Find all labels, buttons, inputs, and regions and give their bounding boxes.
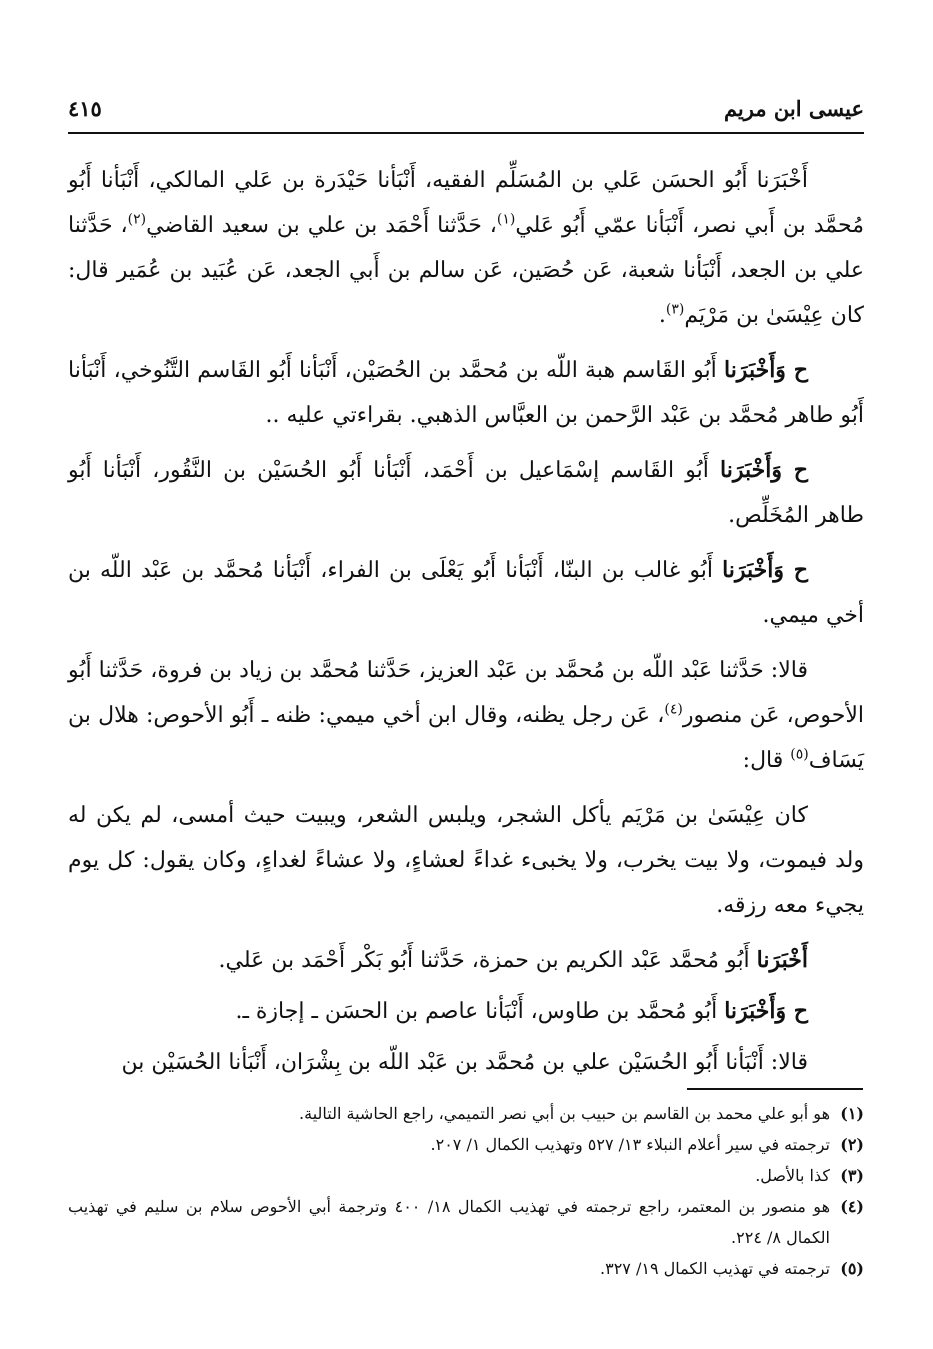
paragraph-6 xyxy=(68,793,864,928)
paragraph-4 xyxy=(68,548,864,638)
footnote-text: ترجمته في سير أعلام النبلاء ١٣/ ٥٢٧ وتهذيب الكمال ١/ ٢٠٧. xyxy=(430,1135,830,1154)
footnote-text: ترجمته في تهذيب الكمال ١٩/ ٣٢٧. xyxy=(600,1259,830,1278)
paragraph-text: ، حَدَّثنا علي بن الجعد، أَنْبَأنا شعبة، عَن حُصَين، عَن سالم بن أَبي الجعد، عَن عُبَيد بن عُمَير قال: كان عِيْسَىٰ بن مَرْيَم xyxy=(68,213,864,328)
footnote-number: (١) xyxy=(840,1104,864,1123)
running-title: عيسى ابن مريم xyxy=(723,96,864,121)
footnote-text: هو أبو علي محمد بن القاسم بن حبيب بن أبي نصر التميمي، راجع الحاشية التالية. xyxy=(299,1104,830,1123)
paragraph-text: أَبُو القَاسم هبة اللّه بن مُحمَّد بن الحُصَيْن، أَنْبَأنا أَبُو القَاسم التَّنُوخي، أَنْبَأنا أَبُو طاهر مُحمَّد بن عَبْد الرَّحمن بن العبَّاس الذهبي. بقراءتي عليه .. xyxy=(68,358,864,428)
isnad-lead: ح وَأَخْبَرَنا xyxy=(724,998,808,1024)
paragraph-text: أَخْبَرَنا أَبُو الحسَن عَلي بن المُسَلِّم الفقيه، أَنْبَأنا حَيْدَرة بن عَلي المالكي، أَنْبَأنا أَبُو مُحمَّد بن أَبي نصر، أَنْبَأنا عمّي أَبُو عَلي xyxy=(68,168,864,238)
footnote-item xyxy=(68,1129,864,1160)
paragraph-text: كان عِيْسَىٰ بن مَرْيَم يأكل الشجر، ويلبس الشعر، ويبيت حيث أمسى، لم يكن له ولد فيموت، ولا بيت يخرب، ولا يخبىء غداءً لعشاءٍ، ولا عشاءً لغداءٍ، وكان يقول: كل يوم يجيء معه رزقه. xyxy=(68,803,864,918)
paragraph-text: قال: xyxy=(742,748,791,773)
isnad-lead: ح وَأَخْبَرَنا xyxy=(723,357,808,383)
footnote-text: هو منصور بن المعتمر، راجع ترجمته في تهذيب الكمال ١٨/ ٤٠٠ وترجمة أبي الأحوص سلام بن سليم في تهذيب الكمال ٨/ ٢٢٤. xyxy=(68,1197,831,1247)
page-number: ٤١٥ xyxy=(68,96,102,121)
paragraph-text: ، حَدَّثنا أَحْمَد بن علي بن سعيد القاضي xyxy=(146,213,497,238)
paragraph-text: قالا: أَنْبَأنا أَبُو الحُسَيْن علي بن مُحمَّد بن عَبْد اللّه بن بِشْرَان، أَنْبَأنا الحُسَيْن بن xyxy=(121,1050,808,1075)
footnote-item xyxy=(68,1253,864,1284)
paragraph-8 xyxy=(68,989,864,1034)
paragraph-text: قالا: حَدَّثنا عَبْد اللّه بن مُحمَّد بن عَبْد العزيز، حَدَّثنا مُحمَّد بن زياد بن فروة، حَدَّثنا أَبُو الأحوص، عَن منصور xyxy=(68,658,864,728)
footnote-ref: (٢) xyxy=(127,211,147,228)
isnad-lead: ح وَأَخْبَرَنا xyxy=(722,557,808,583)
isnad-lead: ح وَأَخْبَرَنا xyxy=(720,457,808,483)
page-header xyxy=(68,92,864,134)
footnote-number: (٥) xyxy=(840,1259,864,1278)
footnote-text: كذا بالأصل. xyxy=(755,1166,830,1185)
main-text xyxy=(68,158,864,1095)
paragraph-text: أَبُو مُحمَّد عَبْد الكريم بن حمزة، حَدَّثنا أَبُو بَكْر أَحْمَد بن عَلي. xyxy=(218,948,757,973)
footnote-item xyxy=(68,1098,864,1129)
paragraph-text: أَبُو القَاسم إسْمَاعيل بن أَحْمَد، أَنْبَأنا أَبُو الحُسَيْن بن النَّقُور، أَنْبَأنا أَبُو طاهر المُخَلِّص. xyxy=(68,458,864,528)
footnote-number: (٣) xyxy=(840,1166,864,1185)
paragraph-text: . xyxy=(658,303,666,328)
footnote-ref: (٥) xyxy=(790,746,809,763)
paragraph-9 xyxy=(68,1040,864,1085)
footnote-ref: (٤) xyxy=(664,701,683,718)
footnote-item xyxy=(68,1160,864,1191)
paragraph-text: أَبُو غالب بن البنّا، أَنْبَأنا أَبُو يَعْلَى بن الفراء، أَنْبَأنا مُحمَّد بن عَبْد اللّه بن أخي ميمي. xyxy=(68,558,864,628)
paragraph-7 xyxy=(68,938,864,983)
footnote-number: (٤) xyxy=(840,1197,864,1216)
isnad-lead: أَخْبَرَنا xyxy=(756,947,808,973)
paragraph-1 xyxy=(68,158,864,338)
footnotes xyxy=(68,1098,864,1284)
footnote-item xyxy=(68,1191,864,1253)
footnote-ref: (٣) xyxy=(665,301,685,318)
paragraph-2 xyxy=(68,348,864,438)
footnote-ref: (١) xyxy=(496,211,516,228)
paragraph-3 xyxy=(68,448,864,538)
paragraph-text: أَبُو مُحمَّد بن طاوس، أَنْبَأنا عاصم بن الحسَن ـ إجازة ـ. xyxy=(235,999,725,1024)
paragraph-5 xyxy=(68,648,864,783)
footnote-number: (٢) xyxy=(840,1135,864,1154)
footnote-divider xyxy=(687,1088,863,1090)
paragraph-text: ، عَن رجل يظنه، وقال ابن أخي ميمي: ظنه ـ أَبُو الأحوص: هلال بن يَسَاف xyxy=(68,703,864,773)
